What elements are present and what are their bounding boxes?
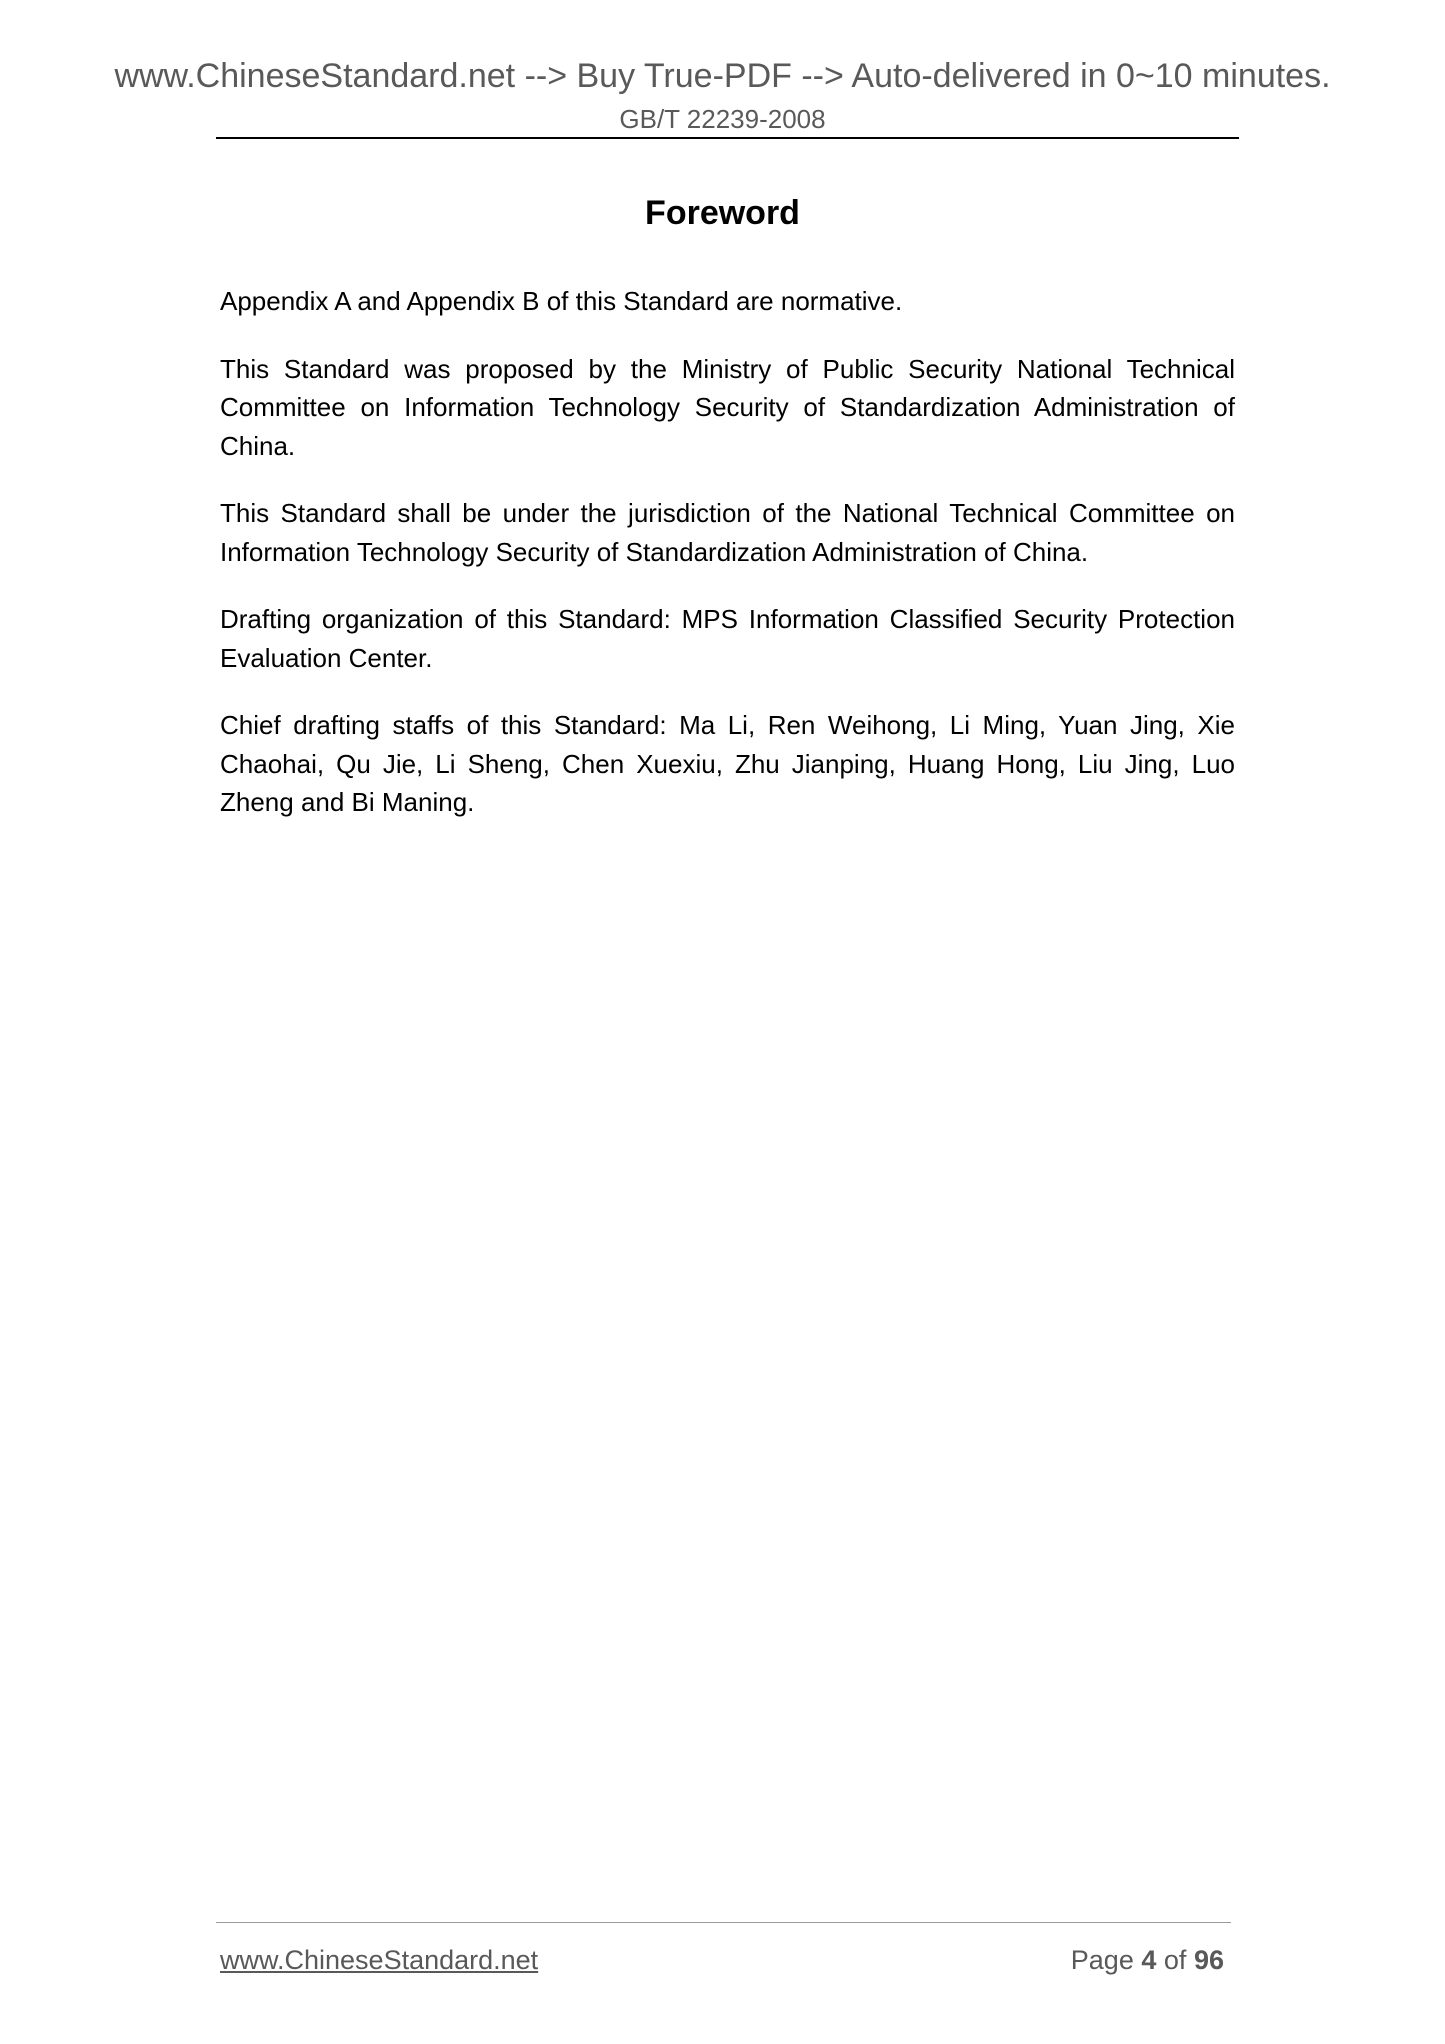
- document-code: GB/T 22239-2008: [619, 104, 826, 134]
- page-of-label: of: [1163, 1945, 1187, 1975]
- foreword-body: [220, 282, 1235, 851]
- paragraph-normative-appendices: Appendix A and Appendix B of this Standard are normative.: [220, 286, 903, 316]
- paragraph-jurisdiction: This Standard shall be under the jurisdiction of the National Technical Committee on Information Technology Security of Standardization Administration of China.: [220, 498, 1235, 567]
- paragraph-drafting-staff: Chief drafting staffs of this Standard: Ma Li, Ren Weihong, Li Ming, Yuan Jing, Xie Chaohai, Qu Jie, Li Sheng, Chen Xuexiu, Zhu Jianping, Huang Hong, Liu Jing, Luo Zheng and Bi Maning.: [220, 710, 1235, 817]
- footer-site-link[interactable]: www.ChineseStandard.net: [220, 1945, 539, 1975]
- paragraph-drafting-organization: Drafting organization of this Standard: MPS Information Classified Security Protection Evaluation Center.: [220, 604, 1235, 673]
- header-divider: [216, 137, 1239, 139]
- page-number: [1071, 1944, 1224, 1976]
- total-page-count: 96: [1193, 1945, 1224, 1975]
- page-label: Page: [1070, 1945, 1134, 1975]
- page-title: Foreword: [645, 194, 800, 232]
- current-page-number: 4: [1141, 1945, 1157, 1975]
- paragraph-proposed-by: This Standard was proposed by the Ministry of Public Security National Technical Committee on Information Technology Security of Standardization Administration of China.: [220, 353, 1235, 461]
- top-banner: www.ChineseStandard.net --> Buy True-PDF --> Auto-delivered in 0~10 minutes.: [114, 57, 1331, 95]
- footer-divider: [216, 1922, 1231, 1923]
